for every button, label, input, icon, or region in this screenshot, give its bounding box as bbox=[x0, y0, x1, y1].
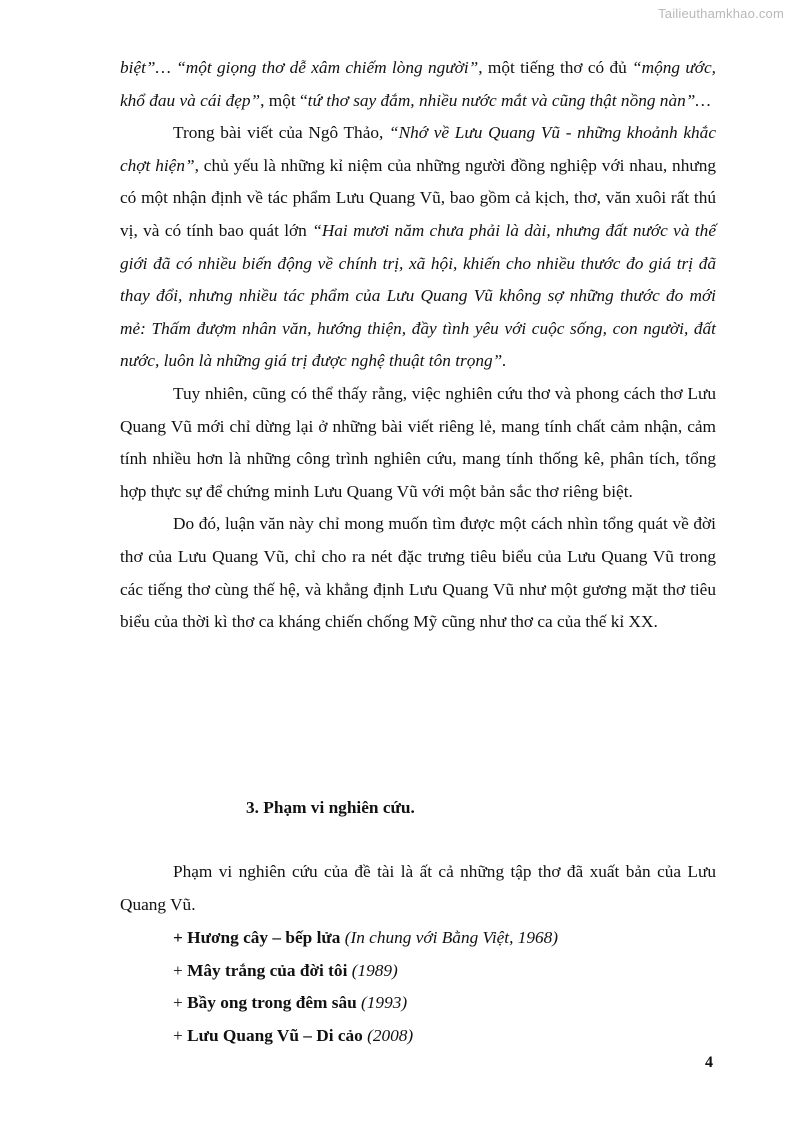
quote-text: “Hai mươi năm chưa phải là dài, nhưng đất nước và thế giới đã có nhiều biến động về chính trị, xã hội, khiến cho nhiều thước đo giá trị đã thay đổi, nhưng nhiều tác phẩm của Lưu Quang Vũ không sợ những thước đo mới mẻ: Thấm đượm nhân văn, hướng thiện, đầy tình yêu với cuộc sống, con người, đất nước, luôn là những giá trị được nghệ thuật tôn trọng”. bbox=[120, 220, 716, 371]
list-item bbox=[173, 922, 733, 955]
list-bullet: + bbox=[173, 993, 188, 1013]
work-title: Hương cây – bếp lửa bbox=[187, 928, 341, 947]
work-note: (In chung với Bằng Việt, 1968) bbox=[340, 928, 559, 947]
section-heading: 3. Phạm vi nghiên cứu. bbox=[246, 798, 415, 817]
works-list bbox=[173, 922, 733, 1052]
work-note: (2008) bbox=[362, 1025, 414, 1045]
work-note: (1993) bbox=[356, 993, 408, 1013]
work-note: (1989) bbox=[347, 960, 398, 980]
quote-text: biệt”… “một giọng thơ dễ xâm chiếm lòng người” bbox=[120, 58, 479, 77]
list-item bbox=[173, 1020, 733, 1053]
body-text: , một tiếng thơ có đủ bbox=[478, 58, 633, 77]
work-title: Lưu Quang Vũ – Di cảo bbox=[187, 1025, 363, 1045]
watermark-text: Tailieuthamkhao.com bbox=[658, 6, 784, 21]
scope-section bbox=[120, 856, 716, 921]
paragraph-1 bbox=[120, 52, 716, 117]
list-item bbox=[173, 955, 733, 988]
paragraph-4: Do đó, luận văn này chỉ mong muốn tìm được một cách nhìn tổng quát về đời thơ của Lưu Quang Vũ, chỉ cho ra nét đặc trưng tiêu biểu của Lưu Quang Vũ trong các tiếng thơ cùng thế hệ, và khẳng định Lưu Quang Vũ như một gương mặt thơ tiêu biểu của thời kì thơ ca kháng chiến chống Mỹ cũng như thơ ca của thế kỉ XX. bbox=[120, 514, 716, 632]
quote-text: “mộng ước, khổ đau và cái đẹp” bbox=[120, 58, 716, 110]
list-item bbox=[173, 987, 733, 1020]
article-title: “Nhớ về Lưu Quang Vũ - những khoảnh khắc chợt hiện” bbox=[120, 123, 716, 175]
paragraph-3: Tuy nhiên, cũng có thể thấy rằng, việc nghiên cứu thơ và phong cách thơ Lưu Quang Vũ mới chỉ dừng lại ở những bài viết riêng lẻ, mang tính chất cảm nhận, cảm tính nhiều hơn là những công trình nghiên cứu, mang tính thống kê, phân tích, tổng hợp thực sự để chứng minh Lưu Quang Vũ với một bản sắc thơ riêng biệt. bbox=[120, 383, 716, 501]
body-text: Trong bài viết của Ngô Thảo, bbox=[173, 123, 390, 143]
body-text: , một “ bbox=[260, 90, 308, 110]
work-title: Bầy ong trong đêm sâu bbox=[187, 993, 357, 1013]
page-number: 4 bbox=[705, 1054, 713, 1071]
list-bullet: + bbox=[173, 1025, 188, 1045]
paragraph-2 bbox=[120, 117, 716, 378]
work-title: Mây trắng của đời tôi bbox=[187, 960, 348, 980]
quote-text: tứ thơ say đắm, nhiều nước mắt và cũng thật nồng nàn”… bbox=[307, 90, 711, 110]
document-body bbox=[120, 52, 716, 639]
scope-paragraph: Phạm vi nghiên cứu của đề tài là ất cả những tập thơ đã xuất bản của Lưu Quang Vũ. bbox=[120, 862, 716, 914]
list-bullet: + bbox=[173, 960, 188, 980]
body-text: , chủ yếu là những kỉ niệm của những người đồng nghiệp với nhau, nhưng có một nhận định về tác phẩm Lưu Quang Vũ, bao gồm cả kịch, thơ, văn xuôi rất thú vị, và có tính bao quát lớn bbox=[120, 155, 716, 240]
list-bullet: + bbox=[173, 928, 188, 947]
